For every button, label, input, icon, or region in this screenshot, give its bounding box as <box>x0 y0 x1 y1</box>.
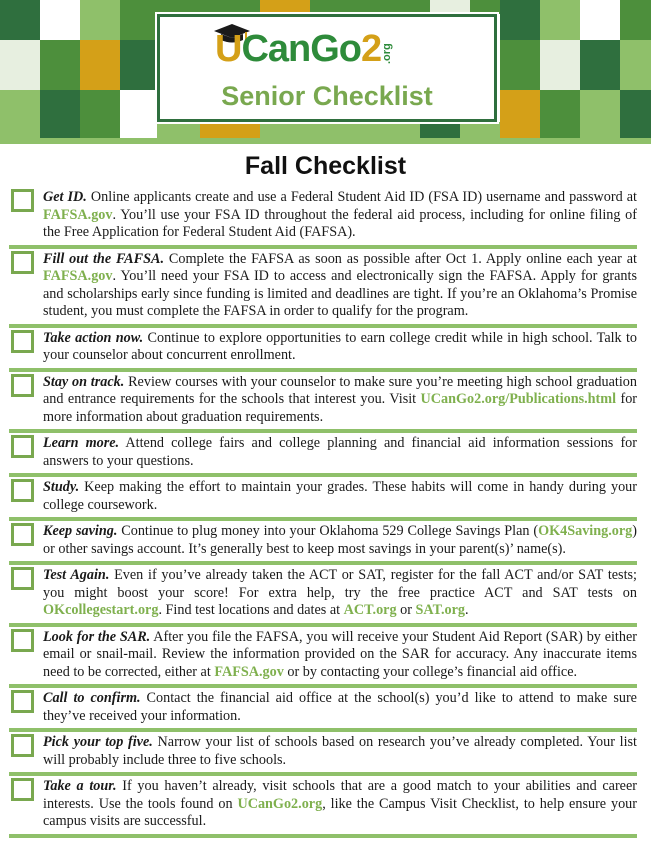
checkbox[interactable] <box>11 567 34 590</box>
item-text: . You’ll use your FSA ID throughout the federal aid process, including for online filing of the Free Application for Federal Student Aid (FAFSA). <box>43 206 637 240</box>
banner-tile <box>500 0 540 40</box>
checklist-item <box>9 732 637 776</box>
item-text: . You’ll need your FSA ID to access and electronically sign the FAFSA. Apply for grants and scholarships early since funding is limited and deadlines are tight. If you’re an Oklahoma’s Promise student, you must complete the FAFSA in order to qualify for the program. <box>43 268 637 319</box>
item-text: Keep making the effort to maintain your grades. These habits will come in handy during your college coursework. <box>43 479 637 513</box>
item-text: Even if you’ve already taken the ACT or SAT, register for the fall ACT and/or SAT tests; you might boost your score! For extra help, try the free practice ACT and SAT tests on <box>43 567 637 601</box>
banner-tile <box>0 90 40 138</box>
logo-wordmark <box>215 29 381 69</box>
logo <box>215 29 393 69</box>
checklist-item <box>9 328 637 372</box>
item-text: Contact the financial aid office at the school(s) you’d like to attend to make sure they’ve received your information. <box>43 690 637 724</box>
item-heading: Fill out the FAFSA. <box>43 250 164 267</box>
item-link[interactable]: FAFSA.gov <box>43 206 113 223</box>
checkbox[interactable] <box>11 435 34 458</box>
header-divider <box>0 138 651 144</box>
banner-tile <box>260 0 310 14</box>
logo-tld: .org <box>381 43 394 64</box>
checkbox[interactable] <box>11 330 34 353</box>
banner-tile <box>580 40 620 90</box>
banner-tile <box>200 122 260 138</box>
item-text: Narrow your list of schools based on research you’ve already completed. Your list will probably include three to five schools. <box>43 734 637 768</box>
item-text: . Find test locations and dates at <box>158 602 344 618</box>
logo-u: U <box>215 28 242 70</box>
item-heading: Pick your top five. <box>43 734 153 750</box>
checkbox[interactable] <box>11 629 34 652</box>
checklist-item <box>9 776 637 838</box>
item-heading: Learn more. <box>43 435 120 451</box>
banner-tile <box>40 90 80 138</box>
item-heading: Look for the SAR. <box>43 628 151 645</box>
checklist-item <box>9 565 637 627</box>
banner-tile <box>540 40 580 90</box>
checklist-item <box>9 249 637 328</box>
checkbox[interactable] <box>11 251 34 274</box>
banner-tile <box>430 0 470 14</box>
logo-main: CanGo <box>241 28 362 70</box>
checklist-item <box>9 433 637 477</box>
item-link[interactable]: OK4Saving.org <box>538 523 633 539</box>
item-text: or by contacting your college’s financial aid office. <box>283 663 578 680</box>
item-text: . <box>465 602 469 618</box>
item-text: or <box>396 602 416 618</box>
checkbox[interactable] <box>11 778 34 801</box>
item-link[interactable]: ACT.org <box>343 602 397 618</box>
banner-tile <box>620 90 651 138</box>
item-text: , like the Campus Visit Checklist, to help ensure your campus visits are successful. <box>43 795 637 829</box>
banner-tile <box>0 40 40 90</box>
item-text: Complete the FAFSA as soon as possible after Oct 1. Apply online each year at <box>164 250 637 267</box>
logo-card <box>157 14 497 122</box>
banner-tile <box>80 90 120 138</box>
banner-tile <box>420 122 460 138</box>
item-heading: Take action now. <box>43 329 144 346</box>
banner-tile <box>500 90 540 138</box>
item-link[interactable]: FAFSA.gov <box>214 663 284 680</box>
banner-tile <box>580 0 620 40</box>
item-heading: Test Again. <box>43 567 110 583</box>
banner-tile <box>40 0 80 40</box>
item-heading: Take a tour. <box>43 778 117 794</box>
item-link[interactable]: SAT.org <box>415 602 466 618</box>
banner-tile <box>500 40 540 90</box>
checkbox[interactable] <box>11 189 34 212</box>
checkbox[interactable] <box>11 690 34 713</box>
banner-tile <box>580 90 620 138</box>
item-heading: Call to confirm. <box>43 690 141 706</box>
item-link[interactable]: UCanGo2.org/Publications.html <box>420 391 617 407</box>
banner-tile <box>620 40 651 90</box>
checklist-item <box>9 521 637 565</box>
checklist <box>9 187 637 838</box>
item-link[interactable]: FAFSA.gov <box>43 268 113 284</box>
item-heading: Stay on track. <box>43 373 125 390</box>
logo-two: 2 <box>361 28 382 70</box>
banner-tile <box>540 0 580 40</box>
checkbox[interactable] <box>11 734 34 757</box>
checkbox[interactable] <box>11 374 34 397</box>
banner-tile <box>620 0 651 40</box>
checklist-item <box>9 627 637 689</box>
page-subtitle: Senior Checklist <box>221 81 433 111</box>
banner-tile <box>540 90 580 138</box>
item-text: for more information about graduation requirements. <box>43 391 638 425</box>
banner-tile <box>0 0 40 40</box>
item-heading: Get ID. <box>43 189 87 205</box>
section-title: Fall Checklist <box>244 152 407 180</box>
item-heading: Keep saving. <box>43 523 118 539</box>
checklist-item <box>9 372 637 434</box>
item-text: After you file the FAFSA, you will receive your Student Aid Report (SAR) by either email or snail-mail. Review the information provided on the SAR for accuracy. Any inaccurate items need to be corrected, either at <box>43 628 637 680</box>
item-heading: Study. <box>43 479 80 495</box>
item-text: If you haven’t already, visit schools that are a good match to your abilities and career interests. Use the tools found on <box>43 778 638 812</box>
checklist-item <box>9 187 637 249</box>
banner-tile <box>80 0 120 40</box>
checkbox[interactable] <box>11 479 34 502</box>
item-text: Online applicants create and use a Federal Student Aid ID (FSA ID) username and password at <box>86 189 637 205</box>
banner-tile <box>40 40 80 90</box>
checklist-item <box>9 477 637 521</box>
banner-tile <box>80 40 120 90</box>
item-text: Review courses with your counselor to make sure you’re meeting high school graduation and entrance requirements for the schools that interest you. Visit <box>43 373 637 407</box>
item-text: Continue to explore opportunities to earn college credit while in high school. Talk to your counselor about concurrent enrollment. <box>43 329 638 363</box>
banner-tile <box>120 90 157 138</box>
banner-tile <box>120 0 160 40</box>
item-text: Attend college fairs and college planning and financial aid information sessions for answers to your questions. <box>43 435 637 469</box>
item-link[interactable]: UCanGo2.org <box>237 795 323 812</box>
checklist-item <box>9 688 637 732</box>
checkbox[interactable] <box>11 523 34 546</box>
item-link[interactable]: OKcollegestart.org <box>43 602 159 618</box>
banner-tile <box>120 40 157 90</box>
item-text: ) or other savings account. It’s generally best to keep most savings in your parent(s)’ name(s). <box>43 523 637 557</box>
item-text: Continue to plug money into your Oklahoma 529 College Savings Plan ( <box>117 523 539 539</box>
